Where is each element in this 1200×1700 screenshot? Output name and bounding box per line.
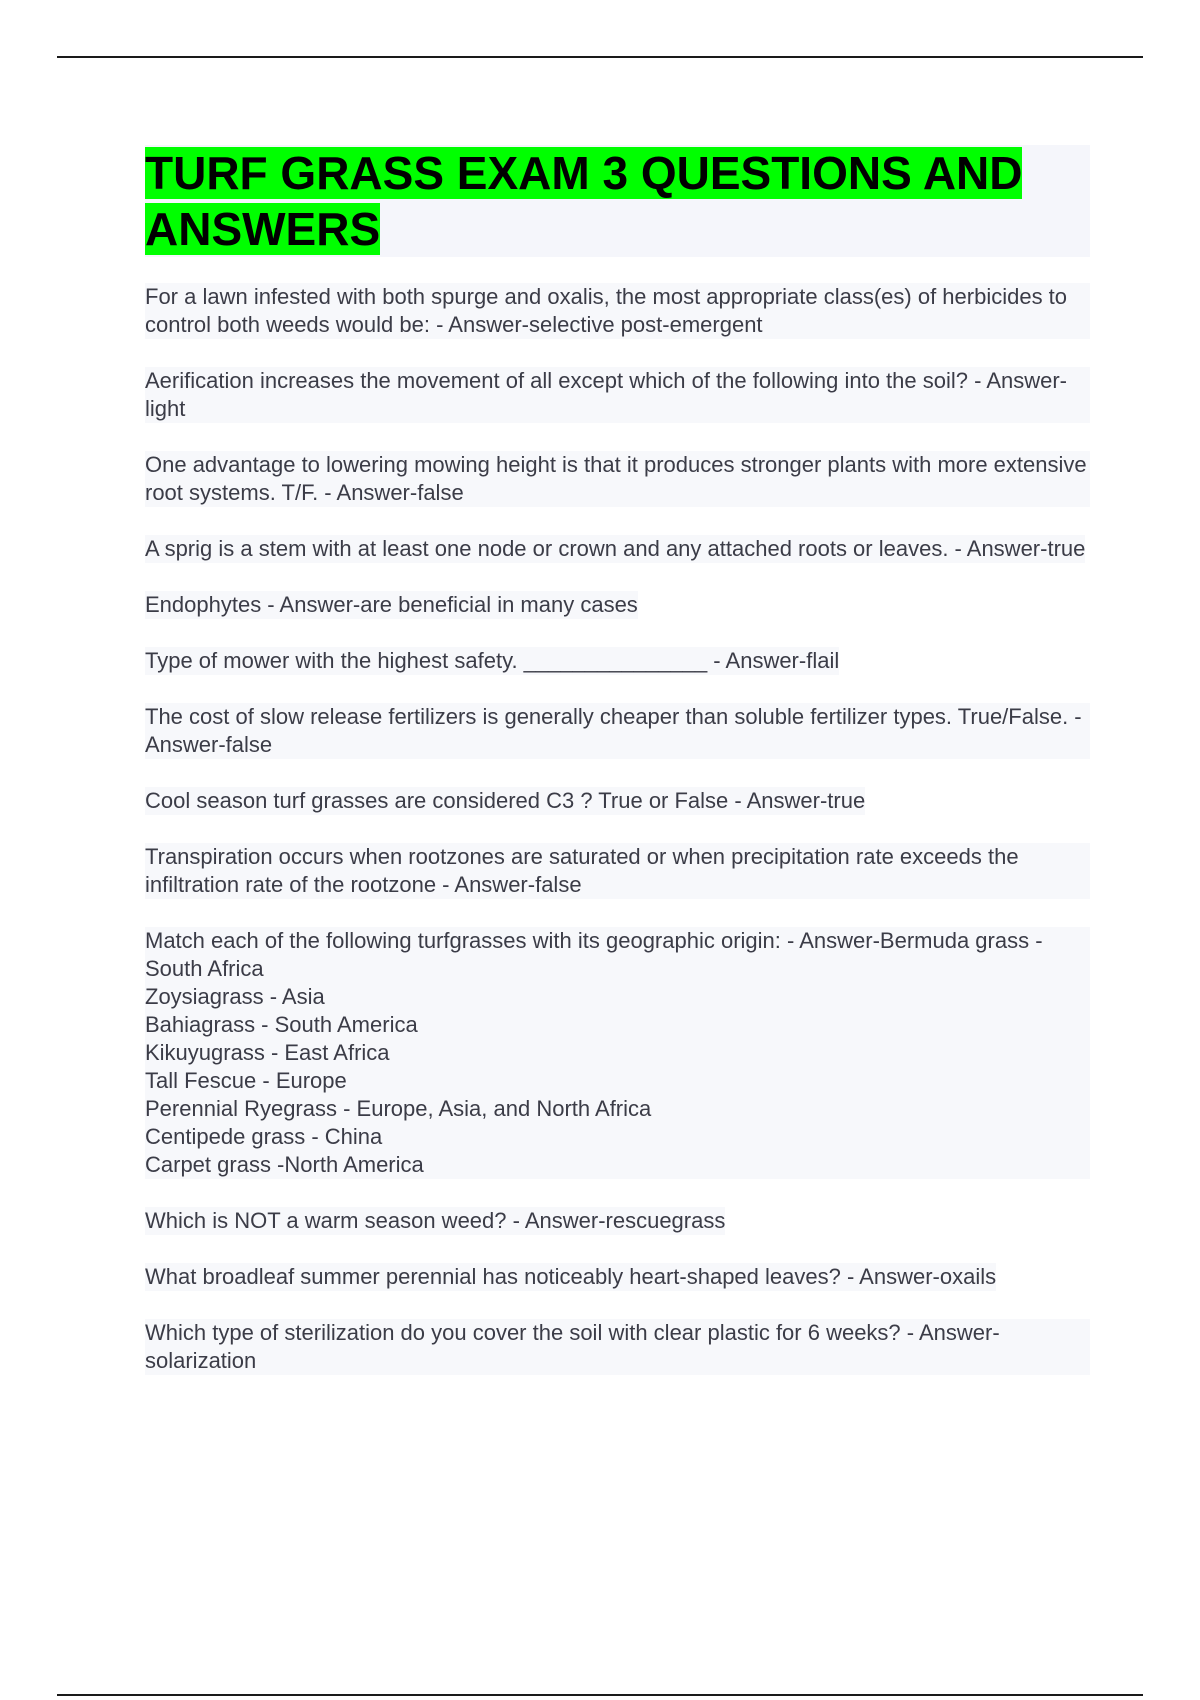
qa-item: Aerification increases the movement of all except which of the following into the soil? - Answer-light: [145, 367, 1090, 423]
qa-item: Endophytes - Answer-are beneficial in many cases: [145, 592, 638, 617]
qa-item: The cost of slow release fertilizers is generally cheaper than soluble fertilizer types. True/False. - Answer-false: [145, 703, 1090, 759]
qa-item: Which is NOT a warm season weed? - Answer-rescuegrass: [145, 1208, 726, 1233]
title-block: [145, 145, 1090, 257]
qa-item: Match each of the following turfgrasses with its geographic origin: - Answer-Bermuda grass - South Africa Zoysiagrass - Asia Bahiagrass - South America Kikuyugrass - East Africa Tall Fescue - Europe Perennial Ryegrass - Europe, Asia, and North Africa Centipede grass - China Carpet grass -North America: [145, 927, 1090, 1179]
qa-item: A sprig is a stem with at least one node or crown and any attached roots or leaves. - Answer-true: [145, 536, 1086, 561]
qa-item: Cool season turf grasses are considered C3 ? True or False - Answer-true: [145, 788, 866, 813]
qa-item: Which type of sterilization do you cover the soil with clear plastic for 6 weeks? - Answer-solarization: [145, 1319, 1090, 1375]
header-rule: [57, 56, 1143, 58]
qa-item: Type of mower with the highest safety. _______________ - Answer-flail: [145, 648, 840, 673]
qa-item: What broadleaf summer perennial has noticeably heart-shaped leaves? - Answer-oxails: [145, 1264, 997, 1289]
document-title: [145, 145, 1090, 257]
footer-rule: [57, 1694, 1143, 1696]
document-body: [145, 145, 1090, 1403]
qa-item: Transpiration occurs when rootzones are saturated or when precipitation rate exceeds the infiltration rate of the rootzone - Answer-false: [145, 843, 1090, 899]
qa-item: One advantage to lowering mowing height is that it produces stronger plants with more extensive root systems. T/F. - Answer-false: [145, 451, 1090, 507]
qa-list: [145, 283, 1090, 1375]
qa-item: For a lawn infested with both spurge and oxalis, the most appropriate class(es) of herbicides to control both weeds would be: - Answer-selective post-emergent: [145, 283, 1090, 339]
title-highlight: TURF GRASS EXAM 3 QUESTIONS AND ANSWERS: [145, 147, 1023, 255]
